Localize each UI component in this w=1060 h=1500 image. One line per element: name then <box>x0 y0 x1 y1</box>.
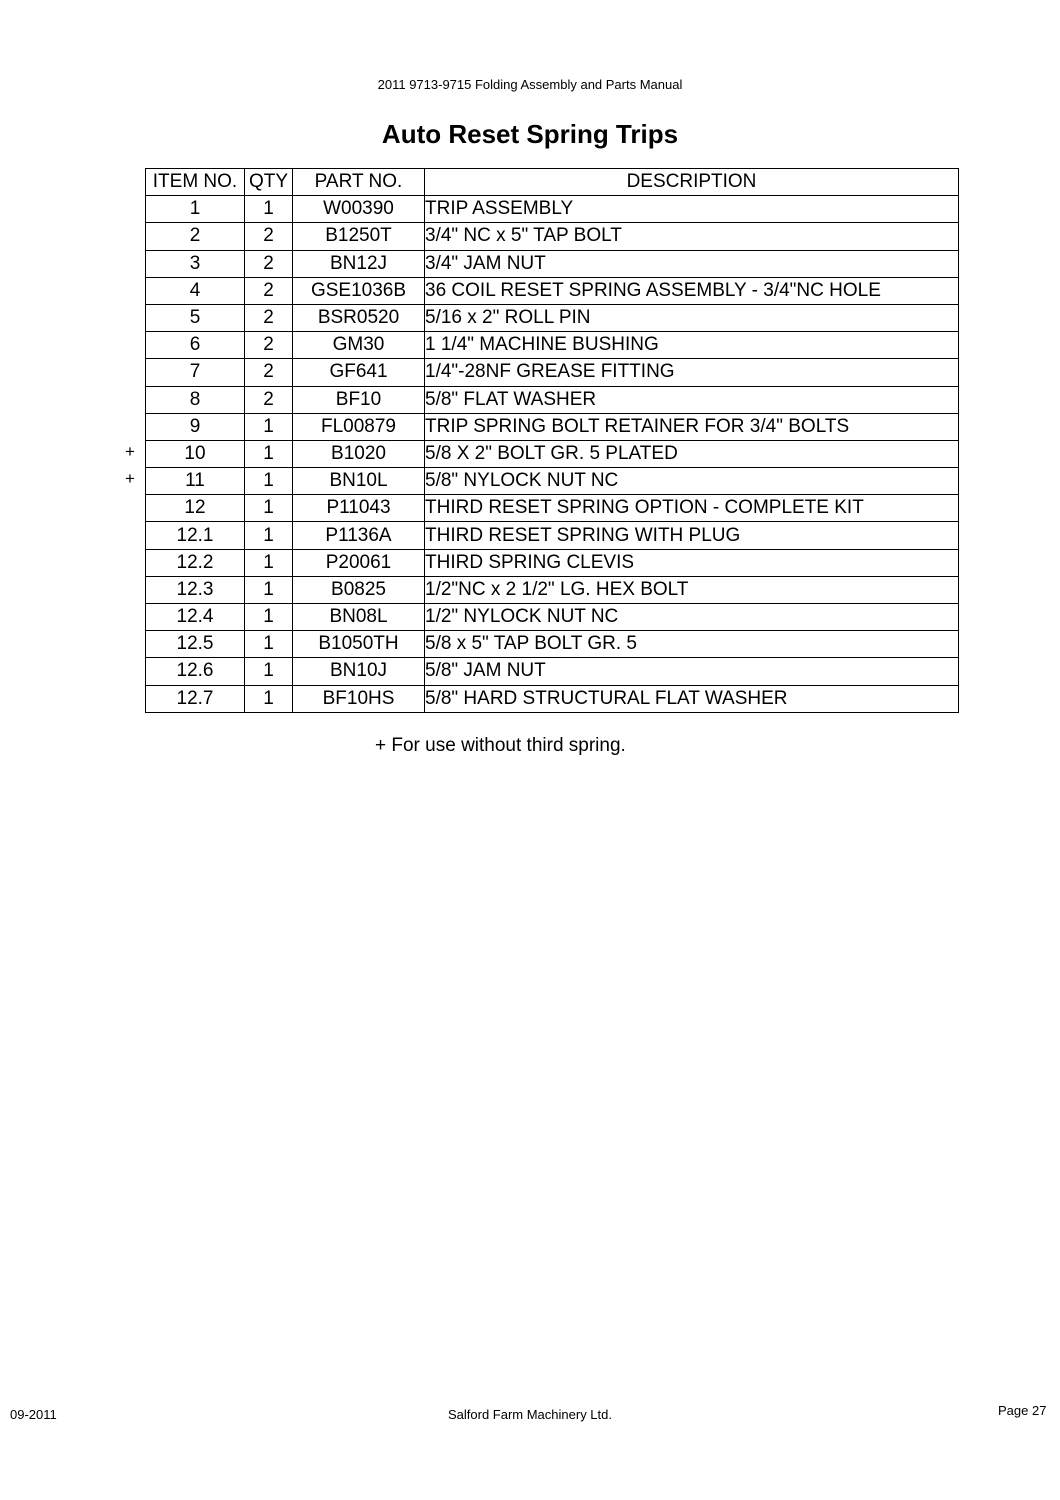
qty-cell: 1 <box>245 549 293 576</box>
description-cell: 3/4" NC x 5" TAP BOLT <box>425 223 959 250</box>
part-no-cell: GF641 <box>293 359 425 386</box>
qty-cell: 1 <box>245 658 293 685</box>
description-cell: THIRD RESET SPRING WITH PLUG <box>425 522 959 549</box>
parts-table-body <box>146 196 959 713</box>
parts-table <box>145 168 959 713</box>
table-row <box>146 440 959 467</box>
qty-cell: 1 <box>245 468 293 495</box>
qty-cell: 1 <box>245 604 293 631</box>
qty-cell: 2 <box>245 332 293 359</box>
part-no-cell: BN12J <box>293 250 425 277</box>
part-no-cell: BN10J <box>293 658 425 685</box>
row-marker-plus: + <box>125 469 135 489</box>
description-cell: 5/8 X 2" BOLT GR. 5 PLATED <box>425 440 959 467</box>
footer-company: Salford Farm Machinery Ltd. <box>447 1407 612 1422</box>
description-cell: 3/4" JAM NUT <box>425 250 959 277</box>
part-no-cell: B1250T <box>293 223 425 250</box>
item-no-cell: 8 <box>146 386 245 413</box>
description-cell: 5/8" JAM NUT <box>425 658 959 685</box>
page-title: Auto Reset Spring Trips <box>381 119 679 149</box>
description-cell: TRIP SPRING BOLT RETAINER FOR 3/4" BOLTS <box>425 413 959 440</box>
item-no-cell: 3 <box>146 250 245 277</box>
description-cell: 1/2"NC x 2 1/2" LG. HEX BOLT <box>425 576 959 603</box>
item-no-cell: 2 <box>146 223 245 250</box>
description-cell: 36 COIL RESET SPRING ASSEMBLY - 3/4"NC HOLE <box>425 277 959 304</box>
table-row <box>146 658 959 685</box>
row-marker-plus: + <box>125 442 135 461</box>
table-row <box>146 468 959 495</box>
description-cell: TRIP ASSEMBLY <box>425 196 959 223</box>
description-cell: 1/2" NYLOCK NUT NC <box>425 604 959 631</box>
part-no-cell: P11043 <box>293 495 425 522</box>
table-row <box>146 685 959 712</box>
part-no-cell: B1050TH <box>293 631 425 658</box>
description-cell: 5/8" FLAT WASHER <box>425 386 959 413</box>
item-no-cell: 12.3 <box>146 576 245 603</box>
description-cell: 5/16 x 2" ROLL PIN <box>425 304 959 331</box>
description-cell: THIRD SPRING CLEVIS <box>425 549 959 576</box>
qty-cell: 2 <box>245 359 293 386</box>
part-no-cell: BF10HS <box>293 685 425 712</box>
table-header-row <box>146 169 959 196</box>
qty-cell: 2 <box>245 386 293 413</box>
footnote: + For use without third spring. <box>375 735 626 756</box>
table-row <box>146 576 959 603</box>
item-no-cell: 12 <box>146 495 245 522</box>
qty-cell: 1 <box>245 576 293 603</box>
part-no-cell: FL00879 <box>293 413 425 440</box>
table-row <box>146 359 959 386</box>
part-no-cell: P20061 <box>293 549 425 576</box>
qty-cell: 2 <box>245 277 293 304</box>
qty-cell: 1 <box>245 196 293 223</box>
item-no-cell: 9 <box>146 413 245 440</box>
column-header-description: DESCRIPTION <box>425 169 959 196</box>
table-row <box>146 495 959 522</box>
part-no-cell: BN10L <box>293 468 425 495</box>
description-cell: 5/8 x 5" TAP BOLT GR. 5 <box>425 631 959 658</box>
table-row <box>146 332 959 359</box>
description-cell: 5/8" HARD STRUCTURAL FLAT WASHER <box>425 685 959 712</box>
part-no-cell: BN08L <box>293 604 425 631</box>
item-no-cell: 12.1 <box>146 522 245 549</box>
item-no-cell: 6 <box>146 332 245 359</box>
item-no-cell: 12.6 <box>146 658 245 685</box>
qty-cell: 1 <box>245 413 293 440</box>
item-no-cell: 5 <box>146 304 245 331</box>
item-no-cell: 10 <box>146 440 245 467</box>
table-row <box>146 223 959 250</box>
item-no-cell: 4 <box>146 277 245 304</box>
footer-page-number: Page 27 <box>998 1403 1047 1418</box>
table-row <box>146 604 959 631</box>
column-header-qty: QTY <box>245 169 293 196</box>
qty-cell: 1 <box>245 631 293 658</box>
qty-cell: 2 <box>245 304 293 331</box>
table-row <box>146 522 959 549</box>
qty-cell: 1 <box>245 522 293 549</box>
part-no-cell: BF10 <box>293 386 425 413</box>
part-no-cell: GSE1036B <box>293 277 425 304</box>
part-no-cell: B0825 <box>293 576 425 603</box>
description-cell: 1 1/4" MACHINE BUSHING <box>425 332 959 359</box>
column-header-item-no: ITEM NO. <box>146 169 245 196</box>
table-row <box>146 549 959 576</box>
table-row <box>146 413 959 440</box>
part-no-cell: B1020 <box>293 440 425 467</box>
part-no-cell: P1136A <box>293 522 425 549</box>
item-no-cell: 11 <box>146 468 245 495</box>
qty-cell: 1 <box>245 440 293 467</box>
table-row <box>146 196 959 223</box>
table-row <box>146 277 959 304</box>
item-no-cell: 7 <box>146 359 245 386</box>
item-no-cell: 1 <box>146 196 245 223</box>
table-row <box>146 304 959 331</box>
item-no-cell: 12.5 <box>146 631 245 658</box>
item-no-cell: 12.7 <box>146 685 245 712</box>
item-no-cell: 12.4 <box>146 604 245 631</box>
part-no-cell: GM30 <box>293 332 425 359</box>
description-cell: 1/4"-28NF GREASE FITTING <box>425 359 959 386</box>
table-row <box>146 386 959 413</box>
part-no-cell: BSR0520 <box>293 304 425 331</box>
qty-cell: 2 <box>245 250 293 277</box>
part-no-cell: W00390 <box>293 196 425 223</box>
qty-cell: 1 <box>245 495 293 522</box>
table-row <box>146 631 959 658</box>
table-row <box>146 250 959 277</box>
qty-cell: 1 <box>245 685 293 712</box>
footer-date: 09-2011 <box>10 1407 57 1422</box>
description-cell: THIRD RESET SPRING OPTION - COMPLETE KIT <box>425 495 959 522</box>
qty-cell: 2 <box>245 223 293 250</box>
column-header-part-no: PART NO. <box>293 169 425 196</box>
item-no-cell: 12.2 <box>146 549 245 576</box>
description-cell: 5/8" NYLOCK NUT NC <box>425 468 959 495</box>
manual-header: 2011 9713-9715 Folding Assembly and Parts Manual <box>377 77 683 92</box>
